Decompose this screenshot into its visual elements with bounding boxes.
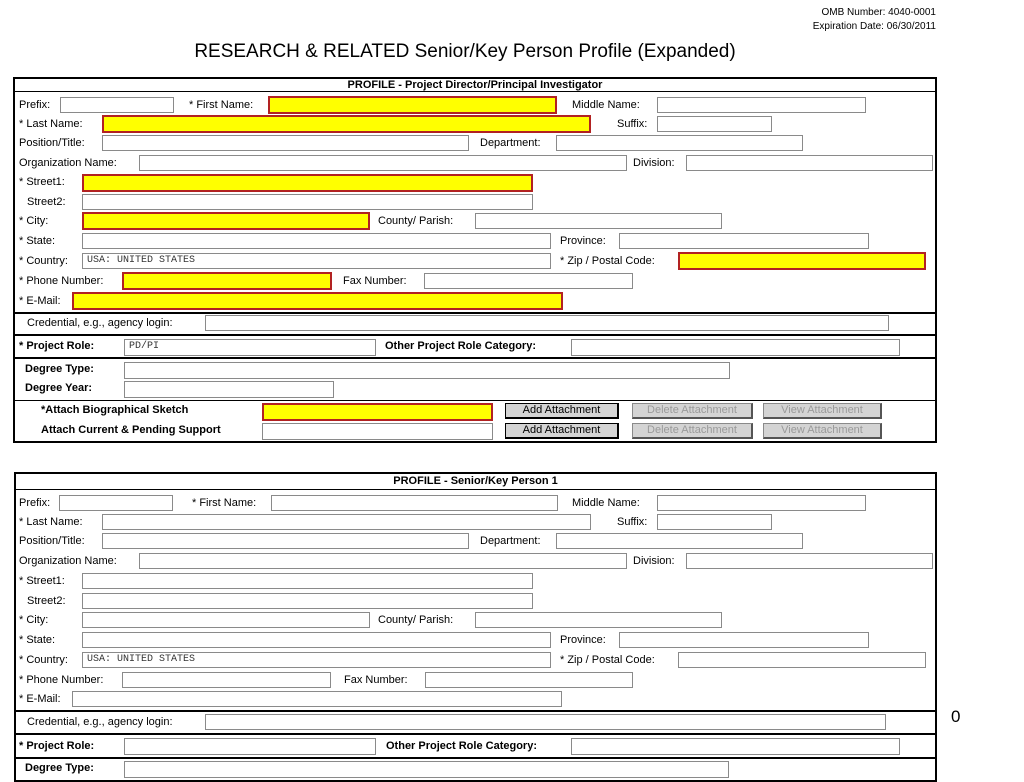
pi-divider-2 [13,334,937,336]
pi-bio-sketch-field[interactable] [262,403,493,421]
fax-label: Fax Number: [343,275,407,287]
pi-division-field[interactable] [686,155,933,171]
state-label: * State: [19,235,56,247]
division-label: Division: [633,157,675,169]
pi-county-field[interactable] [475,213,722,229]
pi-last-name-field[interactable] [102,115,591,133]
degree-type-label: Degree Type: [25,762,94,774]
street1-label: * Street1: [19,575,65,587]
sp1-prefix-field[interactable] [59,495,173,511]
email-label: * E-Mail: [19,693,61,705]
pi-bio-delete-attachment-button[interactable]: Delete Attachment [632,403,753,419]
sp1-province-field[interactable] [619,632,869,648]
sp1-city-field[interactable] [82,612,370,628]
sp1-zip-field[interactable] [678,652,926,668]
organization-label: Organization Name: [19,157,117,169]
attach-bio-label: *Attach Biographical Sketch [41,404,189,416]
department-label: Department: [480,137,541,149]
county-label: County/ Parish: [378,614,454,626]
pi-prefix-field[interactable] [60,97,174,113]
phone-label: * Phone Number: [19,674,104,686]
street2-label: Street2: [27,196,66,208]
division-label: Division: [633,555,675,567]
pi-email-field[interactable] [72,292,563,310]
pi-department-field[interactable] [556,135,803,151]
sp1-department-field[interactable] [556,533,803,549]
credential-label: Credential, e.g., agency login: [27,317,173,329]
sp1-other-role-field[interactable] [571,738,900,755]
position-title-label: Position/Title: [19,137,85,149]
pi-city-field[interactable] [82,212,370,230]
sp1-county-field[interactable] [475,612,722,628]
sp1-country-value: USA: UNITED STATES [87,654,196,665]
province-label: Province: [560,235,606,247]
province-label: Province: [560,634,606,646]
pi-credential-field[interactable] [205,315,889,331]
pi-country-value: USA: UNITED STATES [87,255,196,266]
pi-divider-4 [13,400,937,401]
street2-label: Street2: [27,595,66,607]
credential-label: Credential, e.g., agency login: [27,716,173,728]
pi-phone-field[interactable] [122,272,332,290]
sp1-state-dropdown[interactable] [82,632,551,648]
pi-divider-3 [13,357,937,359]
pi-heading-divider [13,91,937,92]
zip-label: * Zip / Postal Code: [560,654,655,666]
sp1-street1-field[interactable] [82,573,533,589]
sp1-profile-heading: PROFILE - Senior/Key Person 1 [393,475,558,487]
position-title-label: Position/Title: [19,535,85,547]
street1-label: * Street1: [19,176,65,188]
sp1-phone-field[interactable] [122,672,331,688]
pi-project-role-field[interactable] [124,339,376,356]
other-role-label: Other Project Role Category: [385,340,536,352]
email-label: * E-Mail: [19,295,61,307]
other-role-label: Other Project Role Category: [386,740,537,752]
sp1-fax-field[interactable] [425,672,633,688]
pi-project-role-value: PD/PI [129,341,160,352]
pi-bio-view-attachment-button[interactable]: View Attachment [763,403,882,419]
pi-support-delete-attachment-button[interactable]: Delete Attachment [632,423,753,439]
pi-fax-field[interactable] [424,273,633,289]
phone-label: * Phone Number: [19,275,104,287]
sp1-middle-name-field[interactable] [657,495,866,511]
pi-bio-add-attachment-button[interactable]: Add Attachment [505,403,619,419]
pi-support-field[interactable] [262,423,493,440]
attach-support-label: Attach Current & Pending Support [41,424,221,436]
pi-middle-name-field[interactable] [657,97,866,113]
organization-label: Organization Name: [19,555,117,567]
sp1-first-name-field[interactable] [271,495,558,511]
degree-year-label: Degree Year: [25,382,93,394]
pi-support-view-attachment-button[interactable]: View Attachment [763,423,882,439]
department-label: Department: [480,535,541,547]
suffix-label: Suffix: [617,118,648,130]
fax-label: Fax Number: [344,674,408,686]
sp1-division-field[interactable] [686,553,933,569]
zip-label: * Zip / Postal Code: [560,255,655,267]
country-label: * Country: [19,654,68,666]
pi-province-field[interactable] [619,233,869,249]
sp1-position-title-field[interactable] [102,533,469,549]
pi-support-add-attachment-button[interactable]: Add Attachment [505,423,619,439]
first-name-label: * First Name: [192,497,257,509]
state-label: * State: [19,634,56,646]
sp1-project-role-field[interactable] [124,738,376,755]
city-label: * City: [19,614,49,626]
pi-degree-year-field[interactable] [124,381,334,398]
pi-state-dropdown[interactable] [82,233,551,249]
project-role-label: * Project Role: [19,740,95,752]
last-name-label: * Last Name: [19,516,83,528]
pi-zip-field[interactable] [678,252,926,270]
middle-name-label: Middle Name: [572,497,640,509]
sp1-email-field[interactable] [72,691,562,707]
pi-organization-field[interactable] [139,155,627,171]
county-label: County/ Parish: [378,215,454,227]
sp1-divider-3 [14,757,937,759]
pi-country-dropdown[interactable] [82,253,551,269]
page-title: RESEARCH & RELATED Senior/Key Person Profile (Expanded) [194,41,736,62]
suffix-label: Suffix: [617,516,648,528]
sp1-divider-2 [14,733,937,735]
country-label: * Country: [19,255,68,267]
project-role-label: * Project Role: [19,340,95,352]
pi-position-title-field[interactable] [102,135,469,151]
pi-degree-type-field[interactable] [124,362,730,379]
sp1-credential-field[interactable] [205,714,886,730]
pi-profile-heading: PROFILE - Project Director/Principal Investigator [347,79,603,91]
expiration-date: Expiration Date: 06/30/2011 [812,21,936,32]
prefix-label: Prefix: [19,99,51,111]
sp1-degree-type-field[interactable] [124,761,729,778]
degree-type-label: Degree Type: [25,363,94,375]
first-name-label: * First Name: [189,99,254,111]
pi-suffix-field[interactable] [657,116,772,132]
pi-street1-field[interactable] [82,174,533,192]
pi-divider-1 [13,312,937,314]
last-name-label: * Last Name: [19,118,83,130]
sp1-heading-divider [14,489,937,490]
pi-first-name-field[interactable] [268,96,557,114]
sp1-country-dropdown[interactable] [82,652,551,668]
pi-other-role-field[interactable] [571,339,900,356]
sp1-organization-field[interactable] [139,553,627,569]
sp1-suffix-field[interactable] [657,514,772,530]
prefix-label: Prefix: [19,497,51,509]
omb-number: OMB Number: 4040-0001 [821,7,936,18]
middle-name-label: Middle Name: [572,99,640,111]
city-label: * City: [19,215,49,227]
sp1-last-name-field[interactable] [102,514,591,530]
sp1-street2-field[interactable] [82,593,533,609]
pi-street2-field[interactable] [82,194,533,210]
sp1-divider-1 [14,710,937,712]
page-number: 0 [951,707,961,726]
